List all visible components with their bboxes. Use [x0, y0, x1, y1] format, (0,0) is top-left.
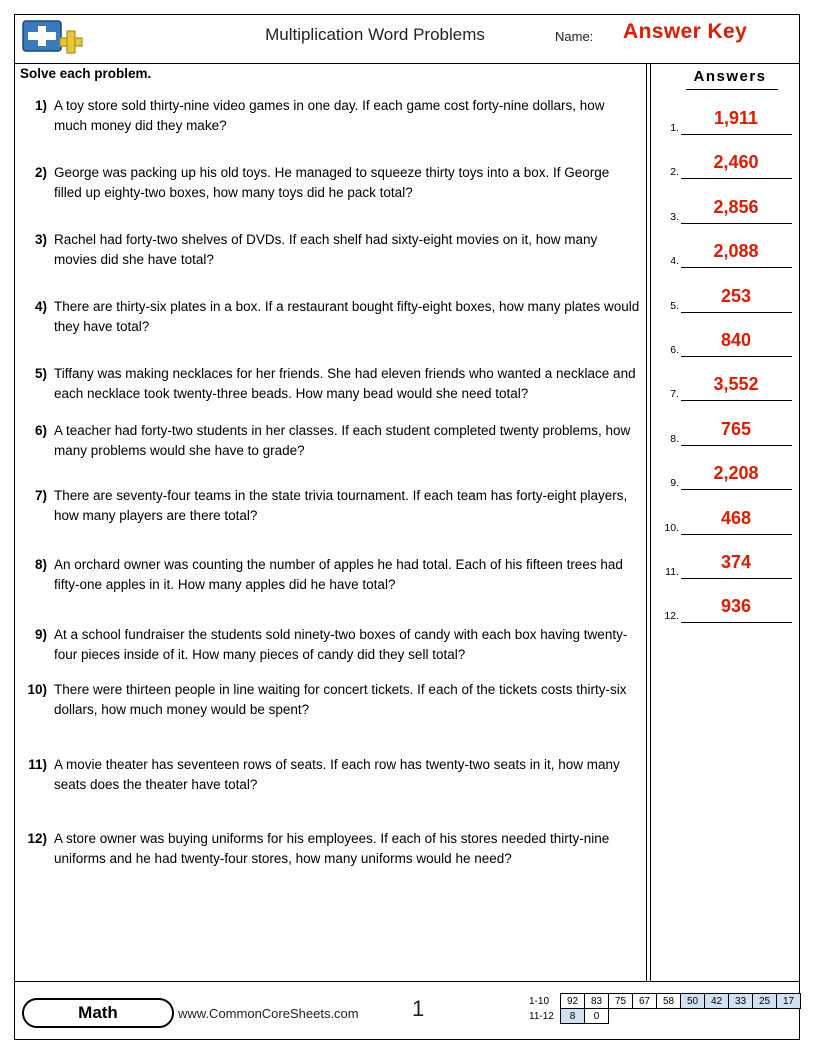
problem-text: Tiffany was making necklaces for her friends. She had eleven friends who wanted a necklace and each necklace took twenty-three beads. How many bead would she need total? [54, 366, 636, 401]
answer-row [655, 239, 800, 283]
score-range-label: 11-12 [529, 1010, 554, 1022]
answer-row [655, 461, 800, 505]
problem-item [20, 555, 640, 594]
problem-text: A teacher had forty-two students in her classes. If each student completed twenty problems, how many problems would she have to grade? [54, 423, 631, 458]
answer-value: 1,911 [713, 108, 759, 128]
column-divider-right [650, 63, 651, 981]
score-cell-empty [705, 1009, 729, 1024]
problem-list [20, 96, 640, 885]
problem-number: 10) [27, 682, 47, 697]
score-cell: 67 [633, 994, 657, 1009]
score-cell: 58 [657, 994, 681, 1009]
page-number: 1 [412, 996, 425, 1021]
problem-text: George was packing up his old toys. He managed to squeeze thirty toys into a box. If George filled up eighty-two boxes, how many toys did he pack total? [54, 165, 610, 200]
answer-number: 7. [670, 388, 679, 401]
problem-item [20, 230, 640, 269]
answer-value: 936 [720, 596, 752, 617]
score-cell-empty [657, 1009, 681, 1024]
answers-heading-underline [686, 89, 778, 90]
answer-row [655, 417, 800, 461]
problem-text: A toy store sold thirty-nine video games in one day. If each game cost forty-nine dollars, how much money did they make? [54, 98, 605, 133]
problem-number: 11) [28, 757, 47, 772]
answer-number: 6. [670, 343, 679, 356]
problem-text: There were thirteen people in line waiting for concert tickets. If each of the tickets costs thirty-six dollars, how much money would be spent? [54, 682, 627, 717]
problem-item [20, 680, 640, 719]
score-cell-empty [753, 1009, 777, 1024]
answer-row [655, 372, 800, 416]
website-url[interactable]: www.CommonCoreSheets.com [178, 1006, 359, 1021]
score-cell: 75 [609, 994, 633, 1009]
problem-item [20, 486, 640, 525]
problem-item [20, 297, 640, 336]
answer-rule [681, 445, 792, 446]
answer-key-label: Answer Key [623, 20, 748, 43]
answer-rule [681, 356, 792, 357]
answer-rule [681, 534, 792, 535]
score-cell: 0 [585, 1009, 609, 1024]
answer-value: 3,552 [713, 374, 759, 395]
problem-number: 3) [34, 232, 47, 247]
answer-row [655, 195, 800, 239]
answer-number: 8. [670, 432, 679, 445]
answer-number: 1. [670, 122, 679, 134]
problem-item [20, 625, 640, 664]
score-row-2 [528, 1009, 801, 1024]
answer-number: 4. [670, 255, 679, 268]
answer-row [655, 328, 800, 372]
problem-text: At a school fundraiser the students sold ninety-two boxes of candy with each box having twenty-four pieces inside of it. How many pieces of candy did they sell total? [54, 627, 628, 662]
score-cell: 33 [729, 994, 753, 1009]
problem-item [20, 96, 640, 135]
answer-number: 11. [665, 565, 679, 578]
problem-number: 1) [34, 98, 47, 113]
answer-value: 468 [720, 507, 752, 528]
problem-number: 4) [34, 299, 47, 314]
answer-rule [681, 578, 792, 579]
score-cell-empty [681, 1009, 705, 1024]
problem-text: An orchard owner was counting the number of apples he had total. Each of his fifteen trees had fifty-one apples in it. How many apples did he have total? [54, 557, 623, 592]
header [15, 15, 799, 63]
score-range-label: 1-10 [529, 995, 550, 1007]
problem-item [20, 364, 640, 403]
answers-heading: Answers [693, 68, 767, 85]
answer-value: 2,208 [713, 463, 759, 484]
problem-number: 7) [34, 488, 47, 503]
column-divider-left [646, 63, 647, 981]
answer-list [655, 106, 800, 639]
score-cell: 50 [681, 994, 705, 1009]
problem-number: 2) [34, 165, 47, 180]
answer-number: 5. [670, 299, 679, 312]
score-cell: 8 [561, 1009, 585, 1024]
answer-number: 12. [664, 610, 679, 623]
answer-rule [681, 312, 792, 313]
score-cell: 17 [777, 994, 801, 1009]
answer-rule [681, 178, 792, 179]
answer-row [655, 106, 800, 150]
score-cell: 42 [705, 994, 729, 1009]
answer-value: 840 [720, 329, 752, 350]
problem-text: There are thirty-six plates in a box. If a restaurant bought fifty-eight boxes, how many plates would they have total? [54, 299, 640, 334]
page-title: Multiplication Word Problems [265, 25, 485, 44]
footer-divider [15, 981, 799, 982]
problem-text: There are seventy-four teams in the state trivia tournament. If each team has forty-eight players, how many players are there total? [54, 488, 628, 523]
answer-number: 9. [670, 477, 679, 490]
answer-number: 10. [664, 521, 679, 534]
answer-value: 2,088 [713, 241, 759, 262]
score-cell: 83 [585, 994, 609, 1009]
problem-item [20, 755, 640, 794]
answer-value: 765 [720, 418, 752, 439]
score-row-1 [528, 994, 801, 1009]
problem-number: 8) [34, 557, 47, 572]
problem-number: 5) [34, 366, 47, 381]
answer-rule [681, 489, 792, 490]
answer-row [655, 506, 800, 550]
problem-number: 9) [34, 627, 47, 642]
answer-rule [681, 223, 792, 224]
problem-text: Rachel had forty-two shelves of DVDs. If each shelf had sixty-eight movies on it, how many movies did she have total? [54, 232, 598, 267]
name-label: Name: [555, 29, 594, 44]
header-divider [15, 63, 799, 64]
answer-value: 253 [720, 285, 752, 306]
score-cell-empty [633, 1009, 657, 1024]
problem-text: A store owner was buying uniforms for his employees. If each of his stores needed thirty-nine uniforms and he had twenty-four stores, how many uniforms would he need? [54, 831, 610, 866]
answer-value: 2,856 [713, 196, 759, 217]
answer-rule [681, 400, 792, 401]
answer-row [655, 550, 800, 594]
answer-row [655, 150, 800, 194]
answer-row [655, 284, 800, 328]
subject-badge: Math [22, 998, 174, 1028]
answer-number: 2. [670, 166, 679, 179]
answer-row [655, 594, 800, 638]
answer-rule [681, 622, 792, 623]
problem-text: A movie theater has seventeen rows of seats. If each row has twenty-two seats in it, how many seats does the theater have total? [54, 757, 620, 792]
answer-value: 2,460 [713, 152, 759, 173]
answer-rule [681, 267, 792, 268]
score-cell: 92 [561, 994, 585, 1009]
problem-number: 6) [34, 423, 47, 438]
commoncoresheets-plus-logo-icon [22, 20, 84, 60]
problem-number: 12) [27, 831, 47, 846]
problem-item [20, 829, 640, 868]
answer-number: 3. [670, 210, 679, 223]
score-cell-empty [609, 1009, 633, 1024]
score-cell-empty [777, 1009, 801, 1024]
answer-value: 374 [720, 551, 752, 572]
answer-rule [681, 134, 792, 135]
score-cell: 25 [753, 994, 777, 1009]
score-table [528, 993, 801, 1024]
score-cell-empty [729, 1009, 753, 1024]
problem-item [20, 421, 640, 460]
problem-item [20, 163, 640, 202]
instructions: Solve each problem. [20, 66, 152, 81]
